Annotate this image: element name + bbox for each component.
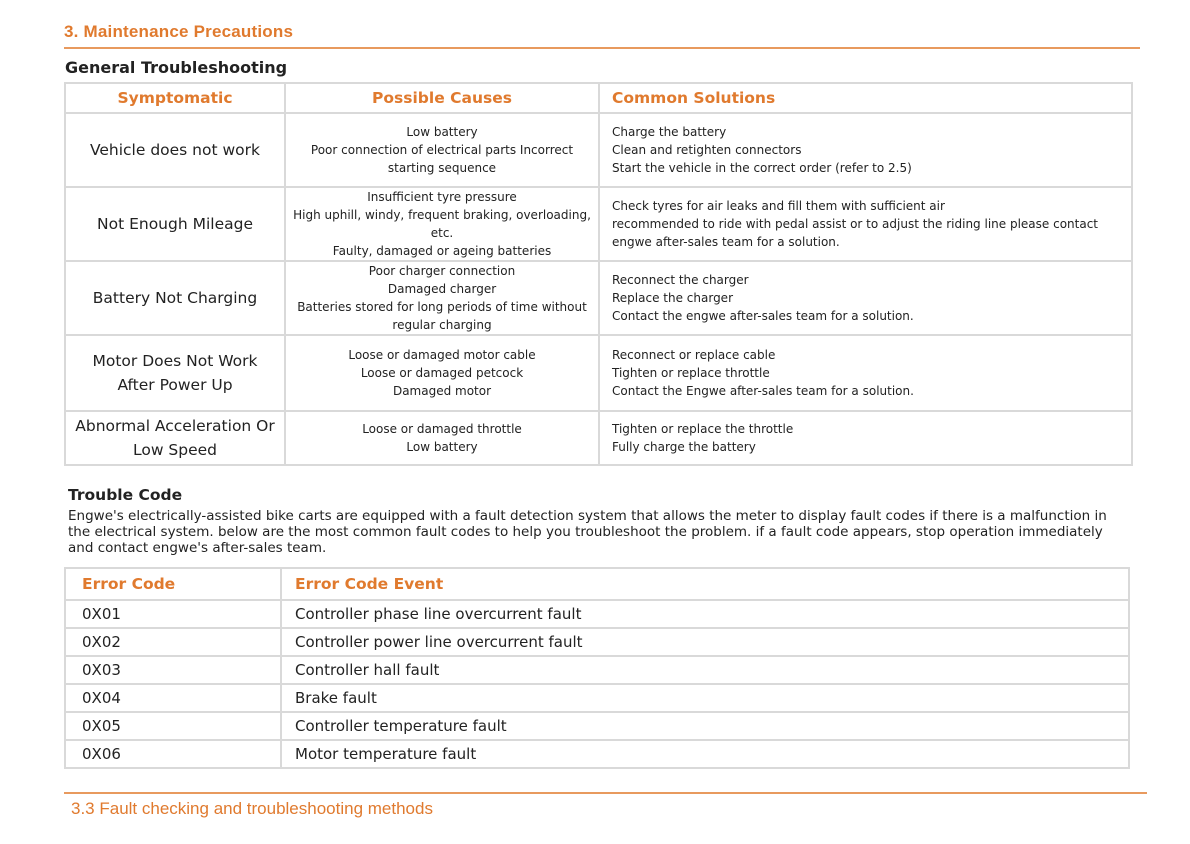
causes-line: Batteries stored for long periods of time without: [297, 300, 587, 314]
causes-line: Loose or damaged throttle: [362, 422, 522, 436]
error-code-row: [65, 628, 1129, 656]
error-code-value: 0X03: [65, 656, 281, 684]
symptom-line: After Power Up: [117, 376, 233, 394]
solutions-line: Reconnect the charger: [612, 273, 749, 287]
troubleshooting-table: [64, 82, 1133, 466]
solutions-line: Clean and retighten connectors: [612, 143, 802, 157]
causes-line: Loose or damaged motor cable: [348, 348, 536, 362]
error-code-row: [65, 712, 1129, 740]
trouble-code-title: Trouble Code: [68, 486, 183, 504]
symptom-cell: [65, 335, 285, 411]
solutions-line: Check tyres for air leaks and fill them with sufficient air: [612, 199, 945, 213]
troubleshooting-row: [65, 261, 1132, 335]
symptom-cell: [65, 187, 285, 261]
error-code-row: [65, 656, 1129, 684]
causes-line: Faulty, damaged or ageing batteries: [332, 244, 552, 258]
error-code-event: Controller phase line overcurrent fault: [281, 600, 1129, 628]
header-error-code: Error Code: [65, 568, 281, 600]
causes-line: Low battery: [406, 125, 478, 139]
causes-cell: [285, 411, 599, 465]
causes-line: Poor charger connection: [368, 264, 516, 278]
causes-line: Damaged charger: [387, 282, 497, 296]
error-code-value: 0X06: [65, 740, 281, 768]
error-code-event: Motor temperature fault: [281, 740, 1129, 768]
symptom-cell: [65, 261, 285, 335]
causes-line: High uphill, windy, frequent braking, overloading, etc.: [293, 208, 591, 240]
solutions-line: Contact the engwe after-sales team for a solution.: [612, 309, 914, 323]
symptom-cell: [65, 411, 285, 465]
solutions-line: Start the vehicle in the correct order (refer to 2.5): [612, 161, 912, 175]
causes-cell: [285, 335, 599, 411]
solutions-line: Fully charge the battery: [612, 440, 756, 454]
causes-cell: [285, 187, 599, 261]
error-code-header-row: [65, 568, 1129, 600]
solutions-cell: [599, 261, 1132, 335]
error-code-value: 0X02: [65, 628, 281, 656]
solutions-line: engwe after-sales team for a solution.: [612, 235, 840, 249]
troubleshooting-row: [65, 335, 1132, 411]
solutions-line: recommended to ride with pedal assist or to adjust the riding line please contact: [612, 217, 1098, 231]
causes-line: Loose or damaged petcock: [360, 366, 524, 380]
causes-line: Low battery: [406, 440, 478, 454]
error-code-row: [65, 740, 1129, 768]
header-error-code-event: Error Code Event: [281, 568, 1129, 600]
header-common-solutions: Common Solutions: [599, 83, 1132, 113]
causes-line: Insufficient tyre pressure: [367, 190, 517, 204]
causes-line: Poor connection of electrical parts Incorrect: [310, 143, 574, 157]
header-possible-causes: Possible Causes: [285, 83, 599, 113]
header-symptomatic: Symptomatic: [65, 83, 285, 113]
causes-cell: [285, 261, 599, 335]
footer-caption: 3.3 Fault checking and troubleshooting methods: [64, 792, 1147, 819]
solutions-cell: [599, 411, 1132, 465]
solutions-line: Tighten or replace throttle: [612, 366, 770, 380]
error-code-event: Controller temperature fault: [281, 712, 1129, 740]
solutions-line: Replace the charger: [612, 291, 734, 305]
solutions-line: Reconnect or replace cable: [612, 348, 776, 362]
solutions-line: Charge the battery: [612, 125, 727, 139]
causes-line: regular charging: [392, 318, 492, 332]
trouble-code-description: Engwe's electrically-assisted bike carts are equipped with a fault detection system that allows the meter to display fault codes if there is a malfunction in the electrical system. below are the most common fault codes to help you troubleshoot the problem. if a fault code appears, stop operation immediately and contact engwe's after-sales team.: [68, 508, 1107, 556]
section-title: 3. Maintenance Precautions: [64, 22, 1140, 49]
error-code-value: 0X01: [65, 600, 281, 628]
solutions-cell: [599, 113, 1132, 187]
causes-line: starting sequence: [387, 161, 497, 175]
troubleshooting-header-row: [65, 83, 1132, 113]
symptom-line: Low Speed: [132, 441, 218, 459]
troubleshooting-row: [65, 113, 1132, 187]
error-code-value: 0X05: [65, 712, 281, 740]
solutions-line: Tighten or replace the throttle: [612, 422, 794, 436]
solutions-line: Contact the Engwe after-sales team for a solution.: [612, 384, 914, 398]
troubleshooting-row: [65, 187, 1132, 261]
symptom-line: Vehicle does not work: [89, 141, 261, 159]
solutions-cell: [599, 187, 1132, 261]
causes-line: Damaged motor: [392, 384, 492, 398]
error-code-row: [65, 684, 1129, 712]
troubleshooting-row: [65, 411, 1132, 465]
symptom-line: Abnormal Acceleration Or: [75, 417, 275, 435]
causes-cell: [285, 113, 599, 187]
symptom-line: Not Enough Mileage: [97, 215, 253, 233]
error-code-value: 0X04: [65, 684, 281, 712]
error-code-event: Controller hall fault: [281, 656, 1129, 684]
error-code-event: Brake fault: [281, 684, 1129, 712]
symptom-cell: [65, 113, 285, 187]
error-code-event: Controller power line overcurrent fault: [281, 628, 1129, 656]
general-troubleshooting-title: General Troubleshooting: [65, 58, 288, 77]
symptom-line: Motor Does Not Work: [92, 352, 258, 370]
error-code-row: [65, 600, 1129, 628]
solutions-cell: [599, 335, 1132, 411]
symptom-line: Battery Not Charging: [92, 289, 258, 307]
error-code-table: [64, 567, 1130, 769]
